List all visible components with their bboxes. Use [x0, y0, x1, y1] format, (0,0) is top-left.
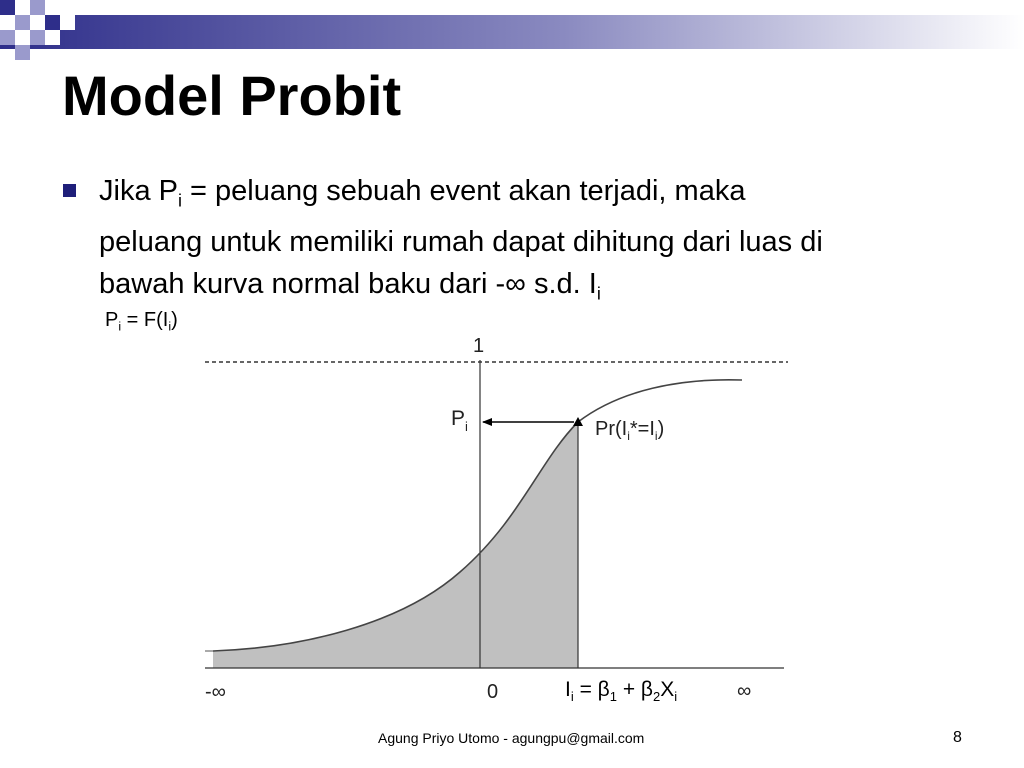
label-pi: $P_i$ [451, 407, 468, 434]
probit-formula: $P_i = F(I_i)$ [105, 309, 178, 334]
label-one: 1 [473, 335, 485, 357]
infinity-symbol: ∞ [505, 268, 526, 301]
bullet-line-1: Jika $P_i$ = peluang sebuah event akan terjadi, maka [99, 175, 746, 211]
slide-title: Model Probit [62, 64, 402, 127]
bullet-line-2: peluang untuk memiliki rumah dapat dihitung dari luas di [99, 226, 823, 259]
shaded-area [213, 422, 578, 668]
label-minus-infinity: -∞ [205, 681, 226, 703]
point-marker-icon [573, 417, 583, 426]
label-zero: 0 [487, 681, 499, 703]
footer-author: Agung Priyo Utomo - agungpu@gmail.com [378, 730, 645, 746]
label-ii-equation: $I_i = \beta_1 + \beta_2X_i$ [565, 678, 678, 704]
label-infinity: ∞ [737, 680, 752, 702]
bullet-line-3: bawah kurva normal baku dari -∞ s.d. $I_i$ [99, 268, 601, 304]
page-number: 8 [953, 729, 962, 746]
label-probability: $Pr(I_i*=I_i)$ [595, 418, 665, 443]
